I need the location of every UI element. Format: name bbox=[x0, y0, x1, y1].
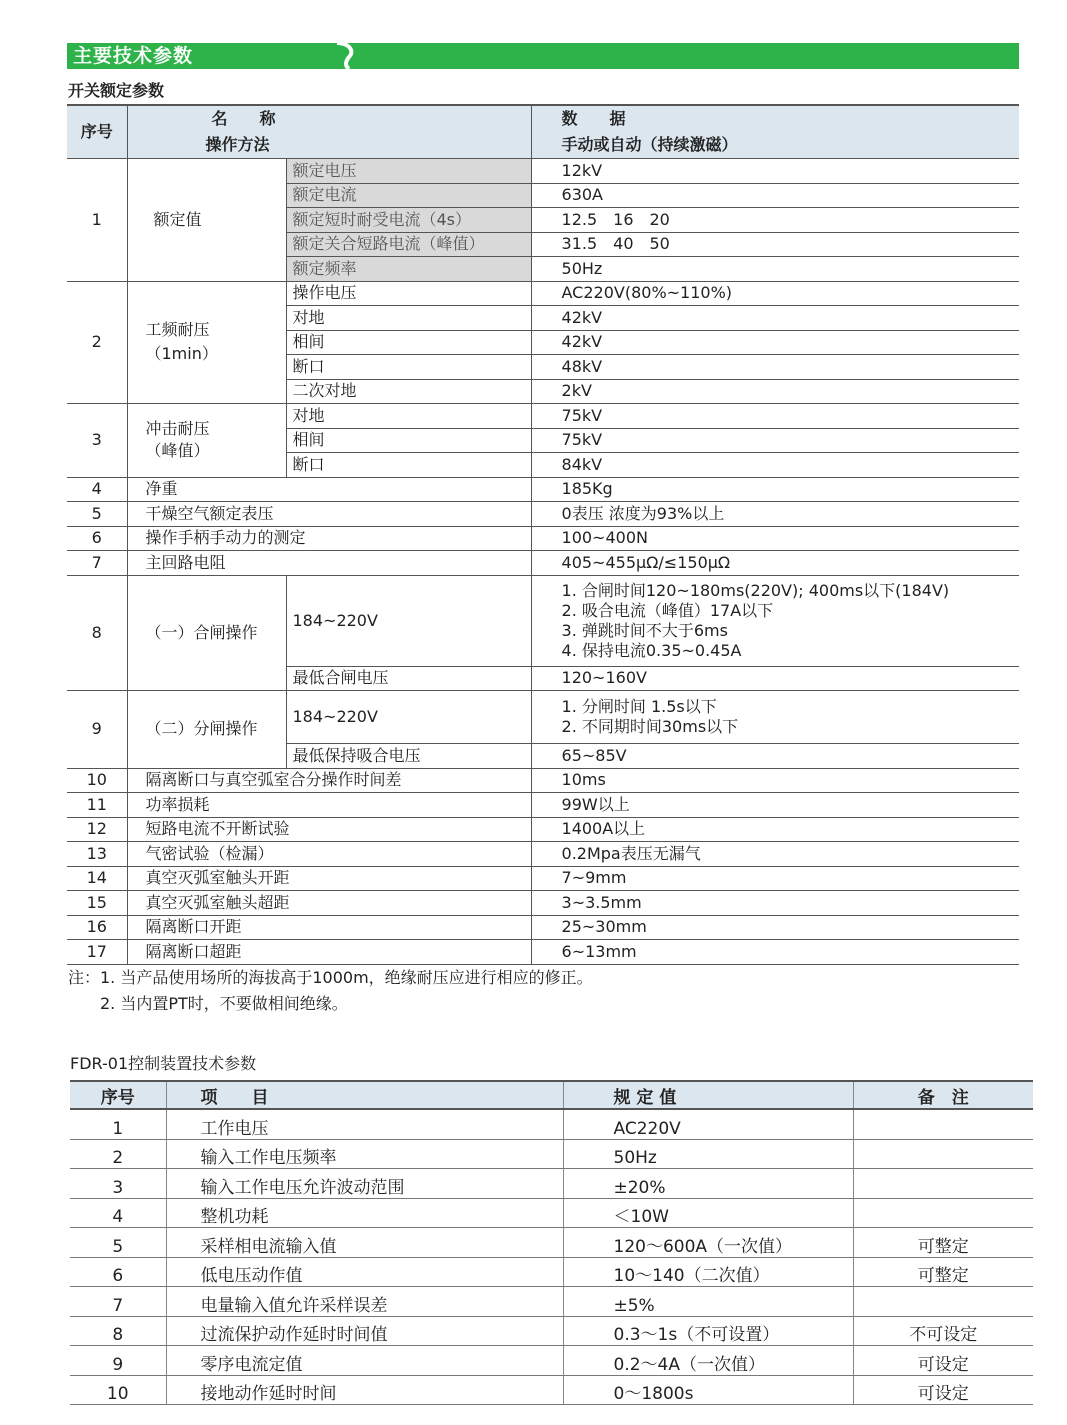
table-row bbox=[70, 1228, 1033, 1258]
row-item: 采样相电流输入值 bbox=[166, 1228, 563, 1258]
row-name: 对地 bbox=[286, 306, 531, 331]
row-no: 17 bbox=[67, 940, 127, 965]
row-item: 输入工作电压允许波动范围 bbox=[166, 1169, 563, 1199]
row-no: 2 bbox=[67, 281, 127, 404]
row-name: 操作电压 bbox=[286, 281, 531, 306]
row-no: 4 bbox=[70, 1198, 166, 1228]
table-row bbox=[67, 502, 1019, 527]
row-no: 9 bbox=[67, 691, 127, 769]
row-no: 6 bbox=[70, 1257, 166, 1287]
row-name: 气密试验（检漏） bbox=[127, 842, 531, 867]
table-row bbox=[67, 404, 1019, 429]
value-line: 3. 弹跳时间不大于6ms bbox=[561, 620, 728, 640]
row-no: 9 bbox=[70, 1346, 166, 1376]
row-value: 75kV bbox=[531, 428, 1019, 453]
group-label-line: 工频耐压 bbox=[145, 320, 210, 340]
row-name: 干燥空气额定表压 bbox=[127, 502, 531, 527]
row-group-label bbox=[127, 281, 286, 404]
row-item: 电量输入值允许采样误差 bbox=[166, 1287, 563, 1317]
row-remark: 可设定 bbox=[853, 1375, 1033, 1405]
row-name: 操作方法 bbox=[127, 132, 531, 159]
table1-notes bbox=[68, 965, 593, 1017]
row-value: 630A bbox=[531, 183, 1019, 208]
table-row bbox=[70, 1169, 1033, 1199]
row-remark: 可设定 bbox=[853, 1346, 1033, 1376]
row-value: 185Kg bbox=[531, 477, 1019, 502]
table-row bbox=[67, 842, 1019, 867]
row-name: 隔离断口开距 bbox=[127, 915, 531, 940]
row-no: 7 bbox=[67, 551, 127, 576]
table-row bbox=[70, 1139, 1033, 1169]
row-no: 7 bbox=[70, 1287, 166, 1317]
row-remark bbox=[853, 1287, 1033, 1317]
table-row bbox=[70, 1109, 1033, 1139]
group-label-line: （1min） bbox=[145, 344, 218, 364]
row-value: 3~3.5mm bbox=[531, 891, 1019, 916]
table-row bbox=[70, 1257, 1033, 1287]
table-row bbox=[67, 793, 1019, 818]
header-value: 规 定 值 bbox=[563, 1081, 853, 1109]
row-group-label: （二）分闸操作 bbox=[127, 691, 286, 769]
row-item: 零序电流定值 bbox=[166, 1346, 563, 1376]
table-row bbox=[70, 1316, 1033, 1346]
row-item: 整机功耗 bbox=[166, 1198, 563, 1228]
table-row bbox=[67, 281, 1019, 306]
row-no: 2 bbox=[70, 1139, 166, 1169]
row-name: 184~220V bbox=[286, 575, 531, 666]
row-item: 输入工作电压频率 bbox=[166, 1139, 563, 1169]
table-row bbox=[67, 817, 1019, 842]
table-row bbox=[67, 159, 1019, 184]
row-value: 25~30mm bbox=[531, 915, 1019, 940]
value-line: 1. 分闸时间 1.5s以下 bbox=[561, 697, 717, 716]
row-value: 100~400N bbox=[531, 526, 1019, 551]
row-name: 最低保持吸合电压 bbox=[286, 744, 531, 769]
note-line: 注：1. 当产品使用场所的海拔高于1000m，绝缘耐压应进行相应的修正。 bbox=[68, 968, 593, 987]
row-no: 12 bbox=[67, 817, 127, 842]
row-remark bbox=[853, 1198, 1033, 1228]
row-no: 13 bbox=[67, 842, 127, 867]
row-value-multiline bbox=[531, 691, 1019, 744]
table-row bbox=[67, 575, 1019, 666]
row-value: 99W以上 bbox=[531, 793, 1019, 818]
header-name: 名 称 bbox=[127, 105, 531, 132]
row-value: AC220V(80%~110%) bbox=[531, 281, 1019, 306]
row-name: 额定电流 bbox=[286, 183, 531, 208]
switch-rating-table bbox=[67, 104, 1019, 965]
row-name: 功率损耗 bbox=[127, 793, 531, 818]
table1-subtitle: 开关额定参数 bbox=[68, 81, 165, 100]
row-value: 6~13mm bbox=[531, 940, 1019, 965]
table-row bbox=[70, 1346, 1033, 1376]
row-value-multiline bbox=[531, 575, 1019, 666]
row-name: 真空灭弧室触头超距 bbox=[127, 891, 531, 916]
row-value: 0.3～1s（不可设置） bbox=[563, 1316, 853, 1346]
table2-subtitle: FDR-01控制装置技术参数 bbox=[70, 1054, 257, 1073]
row-value: 7~9mm bbox=[531, 866, 1019, 891]
table-row bbox=[70, 1198, 1033, 1228]
row-value: 50Hz bbox=[531, 257, 1019, 282]
row-name: 断口 bbox=[286, 355, 531, 380]
row-item: 低电压动作值 bbox=[166, 1257, 563, 1287]
row-value: ±20% bbox=[563, 1169, 853, 1199]
row-value: ±5% bbox=[563, 1287, 853, 1317]
row-remark bbox=[853, 1109, 1033, 1139]
row-no: 5 bbox=[70, 1228, 166, 1258]
row-no: 3 bbox=[67, 404, 127, 478]
row-no: 15 bbox=[67, 891, 127, 916]
row-no: 3 bbox=[70, 1169, 166, 1199]
header-no: 序号 bbox=[67, 105, 127, 159]
row-name: 真空灭弧室触头开距 bbox=[127, 866, 531, 891]
row-value: 84kV bbox=[531, 453, 1019, 478]
row-value: 405~455μΩ/≤150μΩ bbox=[531, 551, 1019, 576]
row-value: 48kV bbox=[531, 355, 1019, 380]
row-value: 0表压 浓度为93%以上 bbox=[531, 502, 1019, 527]
row-value: 75kV bbox=[531, 404, 1019, 429]
row-value: 2kV bbox=[531, 379, 1019, 404]
table-row bbox=[70, 1375, 1033, 1405]
table-row bbox=[67, 915, 1019, 940]
table-header-row bbox=[67, 105, 1019, 132]
table-row bbox=[67, 551, 1019, 576]
row-name: 二次对地 bbox=[286, 379, 531, 404]
row-value: 65~85V bbox=[531, 744, 1019, 769]
row-group-label bbox=[127, 404, 286, 478]
row-name: 对地 bbox=[286, 404, 531, 429]
row-value: 120～600A（一次值） bbox=[563, 1228, 853, 1258]
row-name: 短路电流不开断试验 bbox=[127, 817, 531, 842]
row-no: 16 bbox=[67, 915, 127, 940]
value-line: 2. 不同期时间30ms以下 bbox=[561, 717, 739, 736]
row-value: 0.2～4A（一次值） bbox=[563, 1346, 853, 1376]
row-name: 相间 bbox=[286, 428, 531, 453]
row-item: 过流保护动作延时时间值 bbox=[166, 1316, 563, 1346]
row-no: 4 bbox=[67, 477, 127, 502]
row-value: 120~160V bbox=[531, 666, 1019, 691]
table-row bbox=[67, 526, 1019, 551]
group-label-line: 冲击耐压 bbox=[145, 419, 210, 439]
row-value: 12.5 16 20 bbox=[531, 208, 1019, 233]
section-title: 主要技术参数 bbox=[73, 45, 194, 67]
row-name: 额定关合短路电流（峰值） bbox=[286, 232, 531, 257]
section-banner bbox=[67, 43, 1019, 69]
row-name: 隔离断口超距 bbox=[127, 940, 531, 965]
row-value: 0～1800s bbox=[563, 1375, 853, 1405]
note-line: 2. 当内置PT时，不要做相间绝缘。 bbox=[100, 994, 348, 1013]
table-row bbox=[67, 891, 1019, 916]
table-row bbox=[67, 691, 1019, 744]
table-row bbox=[67, 866, 1019, 891]
value-line: 2. 吸合电流（峰值）17A以下 bbox=[561, 600, 774, 620]
row-name: 184~220V bbox=[286, 691, 531, 744]
row-name: 相间 bbox=[286, 330, 531, 355]
row-name: 额定电压 bbox=[286, 159, 531, 184]
row-no: 5 bbox=[67, 502, 127, 527]
header-no: 序号 bbox=[70, 1081, 166, 1109]
row-no: 8 bbox=[67, 575, 127, 691]
row-no: 1 bbox=[67, 159, 127, 282]
row-name: 隔离断口与真空弧室合分操作时间差 bbox=[127, 768, 531, 793]
row-group-label: 额定值 bbox=[127, 159, 286, 282]
table-row bbox=[70, 1287, 1033, 1317]
row-value: 0.2Mpa表压无漏气 bbox=[531, 842, 1019, 867]
row-value: 42kV bbox=[531, 306, 1019, 331]
control-device-table bbox=[70, 1080, 1033, 1405]
row-value: 42kV bbox=[531, 330, 1019, 355]
row-no: 6 bbox=[67, 526, 127, 551]
row-value: 10～140（二次值） bbox=[563, 1257, 853, 1287]
row-remark bbox=[853, 1139, 1033, 1169]
row-remark bbox=[853, 1169, 1033, 1199]
row-name: 最低合闸电压 bbox=[286, 666, 531, 691]
row-value: 31.5 40 50 bbox=[531, 232, 1019, 257]
row-remark: 不可设定 bbox=[853, 1316, 1033, 1346]
table-row bbox=[67, 940, 1019, 965]
row-group-label: （一）合闸操作 bbox=[127, 575, 286, 691]
table-header-row bbox=[70, 1081, 1033, 1109]
table-row bbox=[67, 132, 1019, 159]
row-remark: 可整定 bbox=[853, 1257, 1033, 1287]
value-line: 4. 保持电流0.35~0.45A bbox=[561, 640, 742, 660]
row-no: 10 bbox=[67, 768, 127, 793]
row-value: ＜10W bbox=[563, 1198, 853, 1228]
row-name: 净重 bbox=[127, 477, 531, 502]
row-name: 主回路电阻 bbox=[127, 551, 531, 576]
table-row bbox=[67, 477, 1019, 502]
row-name: 断口 bbox=[286, 453, 531, 478]
row-name: 操作手柄手动力的测定 bbox=[127, 526, 531, 551]
row-value: 10ms bbox=[531, 768, 1019, 793]
row-no: 14 bbox=[67, 866, 127, 891]
row-item: 接地动作延时时间 bbox=[166, 1375, 563, 1405]
row-value: 1400A以上 bbox=[531, 817, 1019, 842]
row-value: 手动或自动（持续激磁） bbox=[531, 132, 1019, 159]
header-data: 数 据 bbox=[531, 105, 1019, 132]
row-item: 工作电压 bbox=[166, 1109, 563, 1139]
row-name: 额定频率 bbox=[286, 257, 531, 282]
row-no: 8 bbox=[70, 1316, 166, 1346]
banner-bar bbox=[67, 43, 1019, 69]
row-name: 额定短时耐受电流（4s） bbox=[286, 208, 531, 233]
table-row bbox=[67, 768, 1019, 793]
row-remark: 可整定 bbox=[853, 1228, 1033, 1258]
banner-wave-decoration bbox=[279, 43, 359, 69]
group-label-line: （峰值） bbox=[145, 441, 210, 461]
row-no: 10 bbox=[70, 1375, 166, 1405]
row-value: AC220V bbox=[563, 1109, 853, 1139]
value-line: 1. 合闸时间120~180ms(220V); 400ms以下(184V) bbox=[561, 580, 950, 600]
row-no: 1 bbox=[70, 1109, 166, 1139]
row-value: 12kV bbox=[531, 159, 1019, 184]
header-remark: 备 注 bbox=[853, 1081, 1033, 1109]
header-item: 项 目 bbox=[166, 1081, 563, 1109]
row-value: 50Hz bbox=[563, 1139, 853, 1169]
row-no: 11 bbox=[67, 793, 127, 818]
